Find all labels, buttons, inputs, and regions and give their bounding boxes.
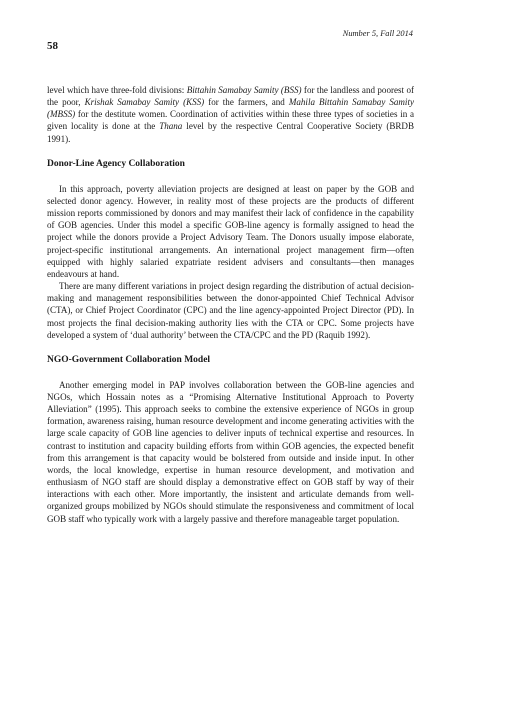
text-run: for the farmers, and	[204, 97, 289, 108]
paragraph: There are many different variations in project design regarding the distribution of actual decision-making and management responsibilities between the donor-appointed Chief Technical Advisor (CTA), or Chief Project Coordinator (CPC) and the line agency-appointed Project Director (PD). In most projects the final decision-making authority lies with the CTA or CPC. Some projects have developed a system of ‘dual authority’ between the CTA/CPC and the PD (Raquib 1992).	[47, 281, 414, 340]
section-heading-donor-line: Donor-Line Agency Collaboration	[47, 158, 185, 169]
page-number: 58	[47, 40, 58, 52]
term-thana: Thana	[159, 121, 183, 132]
paragraph: Another emerging model in PAP involves collaboration between the GOB-line agencies and NGOs, which Hossain notes as a “Promising Alternative Institutional Approach to Poverty Alleviation” (1995). This approach seeks to combine the extensive experience of NGOs in group formation, awareness raising, human resource development and income generating activities with the large scale capacity of GOB line agencies to deliver inputs of technical expertise and resources. In contrast to institution and capacity building efforts from within GOB agencies, the expected benefit from this arrangement is that capacity would be bolstered from outside and inside input. In other words, the local knowledge, expertise in human resource development, and motivation and enthusiasm of NGO staff are should display a demonstrative effect on GOB staff by way of their interactions with each other. More importantly, the insistent and articulate demands from well-organized groups mobilized by NGOs should stimulate the responsiveness and commitment of local GOB staff who typically work with a largely passive and therefore manageable target population.	[47, 379, 414, 524]
section-heading-ngo-government: NGO-Government Collaboration Model	[47, 354, 211, 365]
text-run: level which have three-fold divisions:	[47, 85, 187, 95]
text-run: level by the respective Central Cooperative Society (BRDB 1991).	[47, 121, 414, 144]
term-mbss: Mahila Bittahin Samabay Samity (MBSS)	[47, 97, 414, 120]
paragraph: In this approach, poverty alleviation projects are designed at least on paper by the GOB and selected donor agency. However, in reality most of these projects are the products of different mission reports commissioned by donors and may manifest their lack of confidence in the capability of GOB agencies. Under this model a specific GOB-line agency is formally assigned to head the project while the donors provide a Project Advisory Team. The Donors usually impose elaborate, project-specific institutional arrangements. An international project management firm—often equipped with highly salaried expatriate resident advisers and consultants—then manages endeavours at hand.	[47, 183, 414, 279]
term-kss: Krishak Samabay Samity (KSS)	[84, 97, 205, 108]
article-body	[47, 84, 414, 525]
continuation-paragraph	[47, 84, 414, 145]
running-head: Number 5, Fall 2014	[342, 29, 413, 38]
term-bss: Bittahin Samabay Samity (BSS)	[186, 85, 302, 95]
text-run: for the landless and poorest of the poor,	[47, 85, 414, 108]
text-run: for the destitute women. Coordination of activities within these three types of societies in a given locality is done at the	[47, 109, 414, 132]
